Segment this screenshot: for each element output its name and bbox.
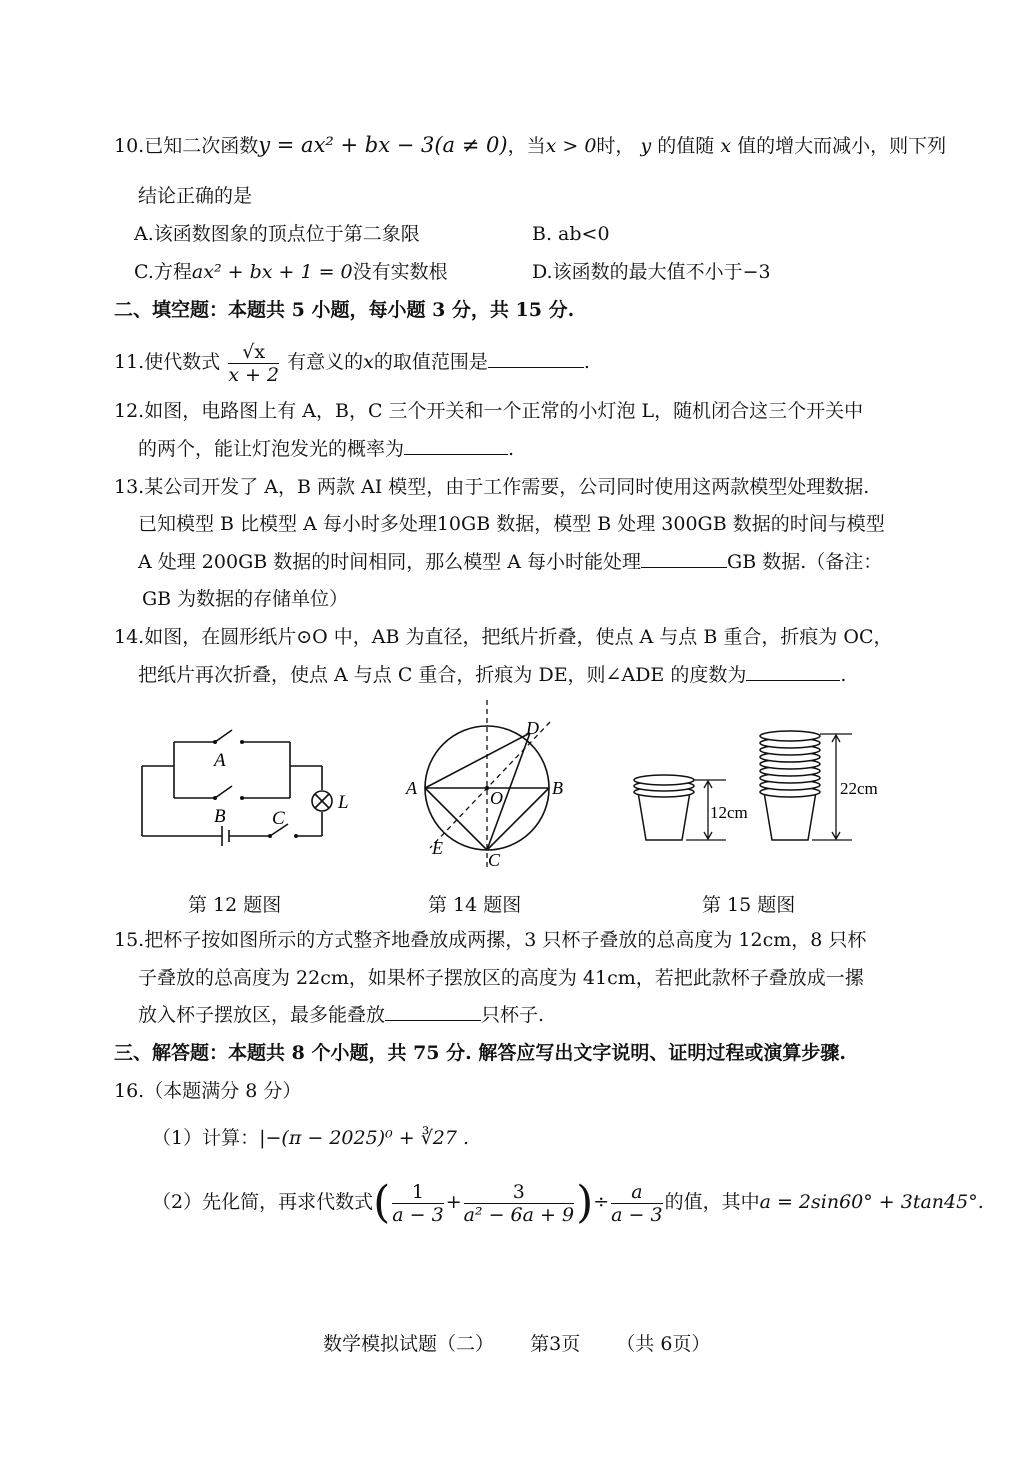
q16-frac3 xyxy=(611,1181,662,1226)
fig15-caption: 第 15 题图 xyxy=(702,894,796,916)
q11-fraction xyxy=(228,341,279,386)
q10-stem-c: 时， xyxy=(596,135,635,157)
q16-title: （本题满分 8 分） xyxy=(144,1080,302,1102)
q10-option-b: B. ab<0 xyxy=(532,223,610,245)
q10-opt-c-post: 没有实数根 xyxy=(352,261,448,283)
q12-line1 xyxy=(114,398,863,424)
section2-heading: 二、填空题：本题共 5 小题，每小题 3 分，共 15 分. xyxy=(114,299,575,321)
fig14-label-b: B xyxy=(552,778,563,798)
q14-line2 xyxy=(138,662,846,688)
q16-p2-post: 的值，其中 xyxy=(664,1191,760,1213)
q16-paren-open: ( xyxy=(373,1177,391,1228)
q16-p1-pre: （1）计算： xyxy=(152,1127,260,1149)
footer-page: 第3页 xyxy=(530,1333,581,1355)
q12-text2: 的两个，能让灯泡发光的概率为 xyxy=(138,438,405,460)
q11-frac-num: √x xyxy=(228,341,279,364)
fig12-caption: 第 12 题图 xyxy=(188,894,282,916)
q10-formula: y = ax² + bx − 3(a ≠ 0) xyxy=(258,133,508,157)
q15-line3 xyxy=(138,1002,544,1028)
q16-part1 xyxy=(152,1125,469,1151)
q10-x: x xyxy=(720,135,732,157)
q10-option-a: A.该函数图象的顶点位于第二象限 xyxy=(134,223,420,245)
fig14-label-a: A xyxy=(406,778,417,798)
q11-mid: 有意义的 xyxy=(287,351,364,373)
q10-opt-c-pre: C.方程 xyxy=(134,261,192,283)
q13-answer-blank[interactable] xyxy=(641,549,727,568)
q16-plus: + xyxy=(445,1191,462,1213)
q13-text3-post: GB 数据.（备注： xyxy=(727,551,883,573)
fig12-label-c: C xyxy=(272,808,285,829)
q16-f2-den: a² − 6a + 9 xyxy=(463,1203,575,1226)
q11-line xyxy=(114,334,590,390)
q13-text1: 某公司开发了 A，B 两款 AI 模型，由于工作需要，公司同时使用这两款模型处理数据. xyxy=(144,476,870,498)
section3-heading: 三、解答题：本题共 8 个小题，共 75 分. 解答应写出文字说明、证明过程或演算步骤. xyxy=(114,1042,846,1064)
footer xyxy=(323,1331,710,1357)
q10-y: y xyxy=(640,135,652,157)
q10-opt-c-eq: ax² + bx + 1 = 0 xyxy=(191,261,353,283)
q10-option-d: D.该函数的最大值不小于−3 xyxy=(532,261,771,283)
fig14-label-d: D xyxy=(526,718,539,738)
q10-stem-d: 的值随 xyxy=(657,135,715,157)
figure-15-cups xyxy=(624,726,904,852)
q13-line1 xyxy=(114,474,869,500)
q10-stem-b: ，当 xyxy=(507,135,546,157)
q10-option-c xyxy=(134,259,448,285)
fig14-label-o: O xyxy=(490,788,503,808)
q11-end: . xyxy=(583,351,590,373)
footer-title: 数学模拟试题（二） xyxy=(323,1333,495,1355)
fig12-label-l: L xyxy=(338,792,349,813)
q12-answer-blank[interactable] xyxy=(404,436,508,455)
q16-frac2 xyxy=(464,1181,574,1226)
q16-f3-den: a − 3 xyxy=(611,1203,663,1226)
q15-number: 15. xyxy=(114,929,145,951)
q14-text2: 把纸片再次折叠，使点 A 与点 C 重合，折痕为 DE，则∠ADE 的度数为 xyxy=(138,664,747,686)
fig15-label-22cm: 22cm xyxy=(840,779,878,798)
q15-text3-pre: 放入杯子摆放区，最多能叠放 xyxy=(138,1004,386,1026)
fig15-label-12cm: 12cm xyxy=(710,803,748,822)
q10-stem-e: 值的增大而减小，则下列 xyxy=(737,135,947,157)
q16-f2-num: 3 xyxy=(464,1181,574,1204)
q16-frac1 xyxy=(392,1181,443,1226)
q16-f3-num: a xyxy=(611,1181,662,1204)
q16-header xyxy=(114,1078,301,1104)
q11-frac-den: x + 2 xyxy=(228,363,280,386)
q10-cond: x > 0 xyxy=(545,135,597,157)
q14-answer-blank[interactable] xyxy=(746,662,840,681)
q16-number: 16. xyxy=(114,1080,145,1102)
fig14-label-e: E xyxy=(432,838,443,858)
q14-number: 14. xyxy=(114,626,145,648)
footer-total: （共 6页） xyxy=(616,1333,711,1355)
q16-div: ÷ xyxy=(593,1191,610,1213)
q10-line2: 结论正确的是 xyxy=(138,185,253,207)
q14-line1 xyxy=(114,624,892,650)
q12-text1: 如图，电路图上有 A，B，C 三个开关和一个正常的小灯泡 L，随机闭合这三个开关中 xyxy=(144,400,864,422)
q16-p2-pre: （2）先化简，再求代数式 xyxy=(152,1191,374,1213)
q13-number: 13. xyxy=(114,476,145,498)
q15-line2: 子叠放的总高度为 22cm，如果杯子摆放区的高度为 41cm，若把此款杯子叠放成一摞 xyxy=(138,967,864,989)
figure-12-circuit xyxy=(130,720,370,850)
fig12-label-b: B xyxy=(214,806,226,827)
q13-line4: GB 为数据的存储单位） xyxy=(142,588,349,610)
q11-number: 11. xyxy=(114,351,145,373)
q16-p1-expr: |−(π − 2025)⁰ + ∛27 . xyxy=(259,1127,470,1149)
q16-paren-close: ) xyxy=(576,1177,594,1228)
q11-x: x xyxy=(363,351,374,373)
q14-text1: 如图，在圆形纸片⊙O 中，AB 为直径，把纸片折叠，使点 A 与点 B 重合，折痕为 OC， xyxy=(144,626,893,648)
q15-text3-post: 只杯子. xyxy=(481,1004,545,1026)
q14-end: . xyxy=(840,664,847,686)
q10-stem-a: 已知二次函数 xyxy=(144,135,259,157)
q13-line3 xyxy=(138,549,882,575)
q16-p2-value: a = 2sin60° + 3tan45°. xyxy=(759,1191,984,1213)
q16-f1-num: 1 xyxy=(392,1181,443,1204)
q11-post: 的取值范围是 xyxy=(373,351,488,373)
q15-text1: 把杯子按如图所示的方式整齐地叠放成两摞，3 只杯子叠放的总高度为 12cm，8 只杯 xyxy=(144,929,867,951)
q15-line1 xyxy=(114,927,866,953)
q11-pre: 使代数式 xyxy=(144,351,221,373)
q13-line2: 已知模型 B 比模型 A 每小时多处理10GB 数据，模型 B 处理 300GB 数据的时间与模型 xyxy=(138,513,885,535)
q13-text3-pre: A 处理 200GB 数据的时间相同，那么模型 A 每小时能处理 xyxy=(138,551,642,573)
figure-14-circle xyxy=(400,698,570,868)
q16-f1-den: a − 3 xyxy=(392,1203,444,1226)
fig14-caption: 第 14 题图 xyxy=(428,894,522,916)
q12-number: 12. xyxy=(114,400,145,422)
q10-number: 10. xyxy=(114,135,145,157)
q15-answer-blank[interactable] xyxy=(385,1002,481,1021)
q16-part2 xyxy=(152,1172,984,1233)
q10-line1 xyxy=(114,132,946,159)
q12-line2 xyxy=(138,436,514,462)
fig12-label-a: A xyxy=(214,750,226,771)
q12-end: . xyxy=(508,438,515,460)
fig14-label-c: C xyxy=(488,850,501,868)
q11-answer-blank[interactable] xyxy=(488,349,584,368)
